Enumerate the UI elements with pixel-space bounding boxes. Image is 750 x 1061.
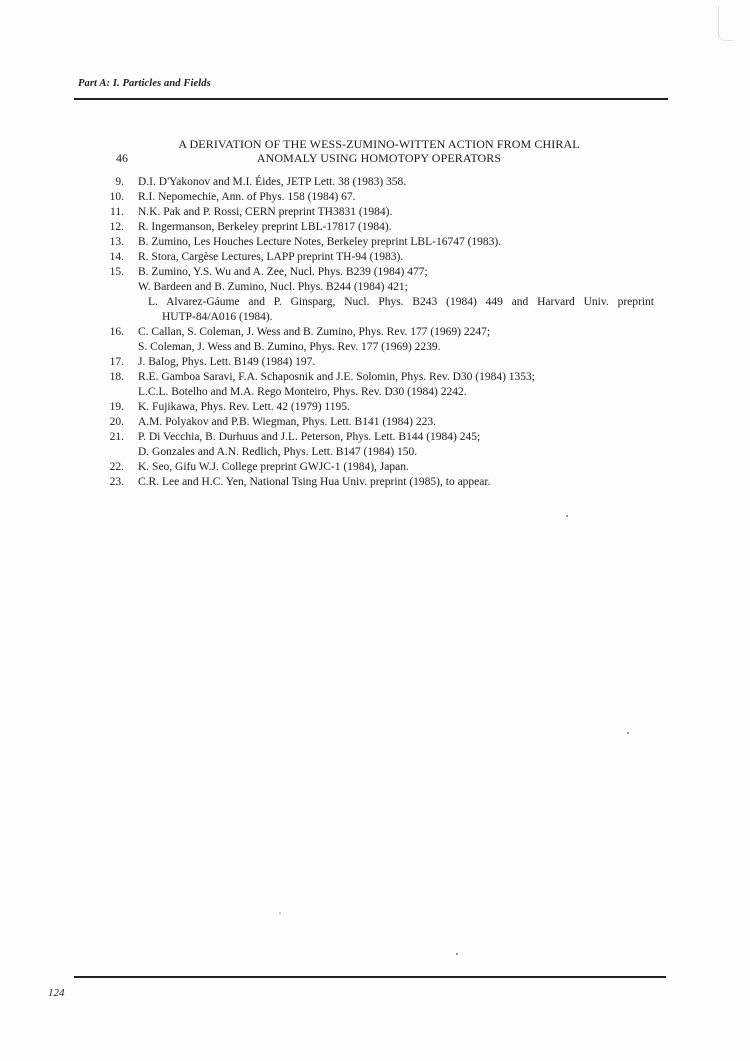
reference-number: 9. <box>115 176 124 188</box>
reference-number: 11. <box>110 206 124 218</box>
reference-text: L.C.L. Botelho and M.A. Rego Monteiro, Phys. Rev. D30 (1984) 2242. <box>138 386 467 398</box>
reference-item <box>96 265 656 280</box>
reference-item <box>96 205 656 220</box>
page-corner-crease <box>718 6 733 41</box>
reference-number: 18. <box>109 371 124 383</box>
reference-text: R.I. Nepomechie, Ann. of Phys. 158 (1984) 67. <box>138 191 356 203</box>
reference-text: R. Stora, Cargèse Lectures, LAPP preprint TH-94 (1983). <box>138 251 404 263</box>
article-title-line-2: ANOMALY USING HOMOTOPY OPERATORS <box>256 150 502 165</box>
scan-speck <box>456 953 458 955</box>
reference-item <box>96 400 656 415</box>
reference-item <box>96 190 656 205</box>
running-head: Part A: I. Particles and Fields <box>78 78 211 89</box>
reference-continuation <box>96 340 656 355</box>
reference-number: 10. <box>109 191 124 203</box>
header-rule <box>74 98 668 100</box>
reference-text: J. Balog, Phys. Lett. B149 (1984) 197. <box>138 356 316 368</box>
footer-rule <box>74 976 666 978</box>
reference-continuation <box>96 310 656 325</box>
reference-number: 14. <box>109 251 124 263</box>
reference-text: K. Fujikawa, Phys. Rev. Lett. 42 (1979) 1195. <box>138 401 350 413</box>
reference-item <box>96 475 656 490</box>
article-title <box>166 138 592 165</box>
folio-page-number: 124 <box>48 987 65 999</box>
reference-item <box>96 415 656 430</box>
reference-item <box>96 370 656 385</box>
scan-speck <box>279 912 281 914</box>
reference-number: 21. <box>109 431 124 443</box>
reference-item <box>96 460 656 475</box>
reference-item <box>96 235 656 250</box>
reference-list <box>96 175 656 490</box>
reference-continuation <box>96 280 656 295</box>
reference-item <box>96 250 656 265</box>
reference-number: 16. <box>109 326 124 338</box>
reference-continuation <box>96 295 656 310</box>
reference-text: C.R. Lee and H.C. Yen, National Tsing Hua Univ. preprint (1985), to appear. <box>138 476 491 488</box>
reference-item <box>96 325 656 340</box>
reference-text: K. Seo, Gifu W.J. College preprint GWJC-1 (1984), Japan. <box>138 461 409 473</box>
reference-number: 19. <box>109 401 124 413</box>
reference-text: D.I. D'Yakonov and M.I. Éides, JETP Lett. 38 (1983) 358. <box>138 176 407 188</box>
reference-item <box>96 175 656 190</box>
reference-number: 22. <box>109 461 124 473</box>
reference-text: B. Zumino, Les Houches Lecture Notes, Berkeley preprint LBL-16747 (1983). <box>138 236 502 248</box>
reference-number: 17. <box>109 356 124 368</box>
reference-number: 23. <box>109 476 124 488</box>
scan-speck <box>627 732 629 734</box>
reference-text: B. Zumino, Y.S. Wu and A. Zee, Nucl. Phys. B239 (1984) 477; <box>138 266 428 278</box>
reference-text: R.E. Gamboa Saravi, F.A. Schaposnik and J.E. Solomin, Phys. Rev. D30 (1984) 1353; <box>138 371 535 383</box>
reference-item <box>96 430 656 445</box>
scan-speck <box>566 515 568 517</box>
reference-text: HUTP-84/A016 (1984). <box>162 311 273 323</box>
reference-text: L. Alvarez-Gáume and P. Ginsparg, Nucl. Phys. B243 (1984) 449 and Harvard Univ. preprint <box>148 296 654 308</box>
reference-text: R. Ingermanson, Berkeley preprint LBL-17817 (1984). <box>138 221 392 233</box>
reference-number: 20. <box>109 416 124 428</box>
reference-text: C. Callan, S. Coleman, J. Wess and B. Zumino, Phys. Rev. 177 (1969) 2247; <box>138 326 491 338</box>
reference-continuation <box>96 385 656 400</box>
reference-number: 12. <box>109 221 124 233</box>
reference-text: D. Gonzales and A.N. Redlich, Phys. Lett. B147 (1984) 150. <box>138 446 418 458</box>
reference-item <box>96 220 656 235</box>
reference-text: N.K. Pak and P. Rossi, CERN preprint TH3831 (1984). <box>138 206 393 218</box>
article-title-line-1: A DERIVATION OF THE WESS-ZUMINO-WITTEN ACTION FROM CHIRAL <box>178 137 580 151</box>
reference-text: P. Di Vecchia, B. Durhuus and J.L. Peterson, Phys. Lett. B144 (1984) 245; <box>138 431 481 443</box>
reference-number: 13. <box>109 236 124 248</box>
reference-number: 15. <box>109 266 124 278</box>
reference-text: S. Coleman, J. Wess and B. Zumino, Phys. Rev. 177 (1969) 2239. <box>138 341 441 353</box>
reference-text: A.M. Polyakov and P.B. Wiegman, Phys. Lett. B141 (1984) 223. <box>138 416 437 428</box>
reference-text: W. Bardeen and B. Zumino, Nucl. Phys. B244 (1984) 421; <box>138 281 408 293</box>
reference-continuation <box>96 445 656 460</box>
reference-item <box>96 355 656 370</box>
article-page-number: 46 <box>116 151 128 165</box>
